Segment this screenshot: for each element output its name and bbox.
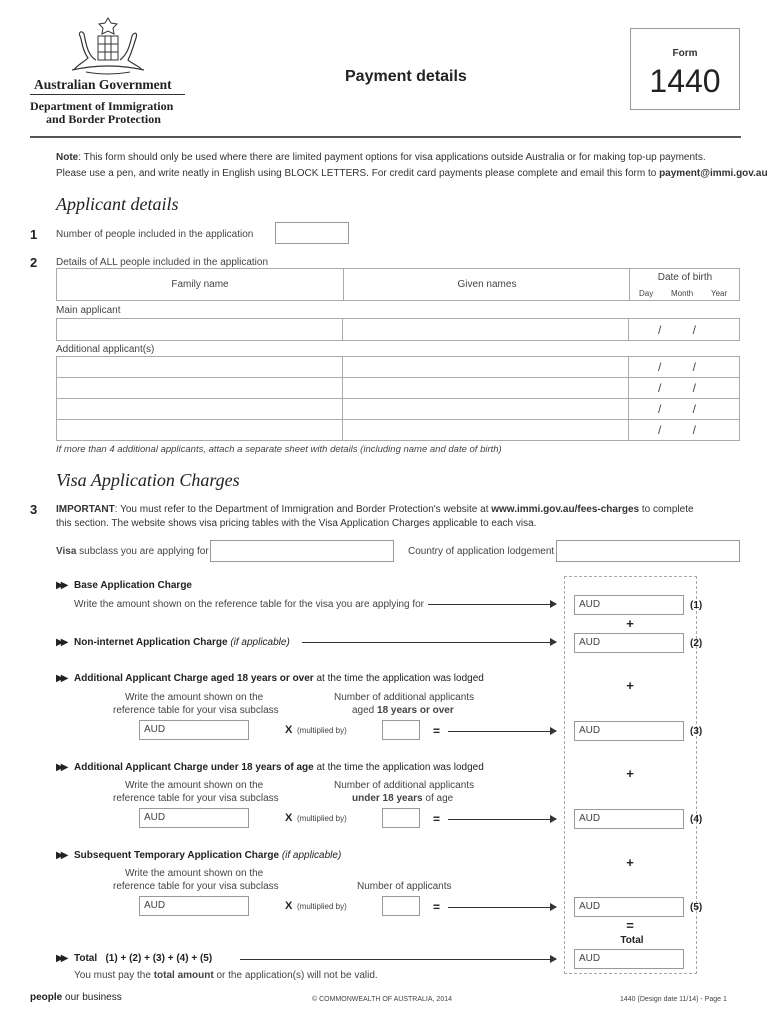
applicant-details-heading: Applicant details xyxy=(56,194,179,214)
child-num-l1: Number of additional applicants xyxy=(334,780,475,791)
times-sign: X xyxy=(285,900,293,912)
footer-design-date: 1440 (Design date 11/14) - Page 1 xyxy=(620,996,727,1003)
visa-subclass-input[interactable] xyxy=(210,540,394,562)
arrow-right-icon xyxy=(240,959,556,960)
subsequent-num-label: Number of applicants xyxy=(357,881,452,892)
applicant-table-header xyxy=(56,268,740,301)
adult-charge-aud: AUD xyxy=(579,725,601,736)
note-label: Note xyxy=(56,152,79,163)
dob-day-header: Day xyxy=(639,289,654,298)
adult-num-l2a: aged xyxy=(352,705,378,716)
noninternet-aud-label: AUD xyxy=(579,637,601,648)
country-lodgement-input[interactable] xyxy=(556,540,740,562)
department-line1: Department of Immigration xyxy=(30,99,174,113)
equals-sign: = xyxy=(433,900,441,914)
tag-5: (5) xyxy=(690,902,703,913)
total-desc xyxy=(74,970,378,981)
additional-given-names-input[interactable] xyxy=(343,399,629,420)
subsequent-charge-title xyxy=(74,850,341,861)
question-2-number: 2 xyxy=(30,255,38,270)
important-text1: : You must refer to the Department of Immigration and Border Protection's website at xyxy=(114,504,492,515)
main-family-name-input[interactable] xyxy=(57,319,343,341)
child-num-l2b: of age xyxy=(422,793,454,804)
subsequent-amount-aud: AUD xyxy=(144,900,166,911)
important-text2: to complete xyxy=(639,504,694,515)
main-applicant-label: Main applicant xyxy=(56,305,121,316)
country-lodgement-label: Country of application lodgement xyxy=(408,546,555,557)
adult-charge-title xyxy=(74,673,484,684)
chevron-right-icon: ▶▶ xyxy=(56,953,66,964)
total-title: Total (1) + (2) + (3) + (4) + (5) xyxy=(74,953,213,964)
additional-dob-input[interactable]: / / xyxy=(629,357,740,378)
tag-4: (4) xyxy=(690,814,703,825)
main-applicant-row xyxy=(56,318,740,341)
footer-brand-rest: our business xyxy=(62,992,122,1003)
footer-copyright: © COMMONWEALTH OF AUSTRALIA, 2014 xyxy=(312,996,452,1003)
chevron-right-icon: ▶▶ xyxy=(56,580,66,591)
fees-charges-link[interactable]: www.immi.gov.au/fees-charges xyxy=(491,504,640,515)
question-2-label: Details of ALL people included in the application xyxy=(56,257,269,268)
additional-dob-input[interactable]: / / xyxy=(629,399,740,420)
dob-month-header: Month xyxy=(671,289,694,298)
form-number-box xyxy=(630,28,740,110)
multiplied-label: (multiplied by) xyxy=(297,814,347,823)
additional-dob-input[interactable]: / / xyxy=(629,420,740,441)
visa-bold: Visa xyxy=(56,546,77,557)
coat-of-arms-logo xyxy=(66,16,150,76)
child-write-amount-l1: Write the amount shown on the xyxy=(125,780,264,791)
times-sign: X xyxy=(285,812,293,824)
child-charge-title xyxy=(74,762,484,773)
child-write-amount-l2: reference table for your visa subclass xyxy=(113,793,279,804)
note-line1 xyxy=(56,152,706,163)
family-name-header: Family name xyxy=(171,279,229,290)
note-text1: : This form should only be used where there are limited payment options for visa applications outside Australia or for making top-up payments. xyxy=(78,152,706,163)
total-desc-c: or the application(s) will not be valid. xyxy=(213,970,378,981)
adult-count-input[interactable] xyxy=(382,720,420,740)
child-charge-aud: AUD xyxy=(579,813,601,824)
note-text2: Please use a pen, and write neatly in English using BLOCK LETTERS. For credit card payments please complete and email this form to xyxy=(56,168,660,179)
base-charge-title: Base Application Charge xyxy=(74,580,192,591)
important-label: IMPORTANT xyxy=(56,504,115,515)
note-line2 xyxy=(56,168,768,179)
additional-given-names-input[interactable] xyxy=(343,357,629,378)
main-given-names-input[interactable] xyxy=(343,319,629,341)
child-title-text: Additional Applicant Charge under 18 years of age xyxy=(74,762,314,773)
subsequent-count-input[interactable] xyxy=(382,896,420,916)
note-email-link[interactable]: payment@immi.gov.au xyxy=(659,168,768,179)
additional-family-name-input[interactable] xyxy=(57,357,343,378)
question-3-number: 3 xyxy=(30,502,38,517)
additional-family-name-input[interactable] xyxy=(57,378,343,399)
adult-num-l1: Number of additional applicants xyxy=(334,692,475,703)
noninternet-italic: (if applicable) xyxy=(230,637,290,648)
dob-header: Date of birth xyxy=(657,272,713,283)
main-dob-input[interactable]: / / xyxy=(629,319,740,341)
subsequent-title-text: Subsequent Temporary Application Charge xyxy=(74,850,280,861)
plus-sign: + xyxy=(626,616,634,631)
equals-sign-total: = xyxy=(626,918,634,933)
tag-2: (2) xyxy=(690,638,703,649)
applicant-footnote: If more than 4 additional applicants, attach a separate sheet with details (including name and date of birth) xyxy=(56,444,502,455)
child-amount-aud: AUD xyxy=(144,812,166,823)
equals-sign: = xyxy=(433,812,441,826)
header-divider xyxy=(30,136,741,138)
noninternet-title xyxy=(74,637,290,648)
multiplied-label: (multiplied by) xyxy=(297,902,347,911)
base-charge-desc: Write the amount shown on the reference table for the visa you are applying for xyxy=(74,599,425,610)
government-name: Australian Government xyxy=(34,77,172,92)
total-desc-a: You must pay the xyxy=(74,970,154,981)
important-line1 xyxy=(56,504,694,515)
adult-title-rest: at the time the application was lodged xyxy=(313,673,484,684)
footer-brand xyxy=(30,992,122,1003)
form-number: 1440 xyxy=(649,63,721,99)
adult-title-text: Additional Applicant Charge aged 18 years or over xyxy=(74,673,314,684)
child-count-input[interactable] xyxy=(382,808,420,828)
table-row xyxy=(57,420,740,441)
chevron-right-icon: ▶▶ xyxy=(56,762,66,773)
visa-charges-heading: Visa Application Charges xyxy=(56,470,240,490)
plus-sign: + xyxy=(626,678,634,693)
footer-brand-bold: people xyxy=(30,992,63,1003)
tag-1: (1) xyxy=(690,600,703,611)
noninternet-title-text: Non-internet Application Charge xyxy=(74,637,228,648)
table-row xyxy=(57,399,740,420)
chevron-right-icon: ▶▶ xyxy=(56,673,66,684)
subsequent-italic: (if applicable) xyxy=(281,850,342,861)
times-sign: X xyxy=(285,724,293,736)
adult-amount-aud: AUD xyxy=(144,724,166,735)
tag-3: (3) xyxy=(690,726,703,737)
page-title: Payment details xyxy=(345,68,467,85)
subsequent-charge-aud: AUD xyxy=(579,901,601,912)
chevron-right-icon: ▶▶ xyxy=(56,637,66,648)
plus-sign: + xyxy=(626,766,634,781)
child-num-l2 xyxy=(352,793,453,804)
form-label: Form xyxy=(672,48,698,59)
additional-applicants-table xyxy=(56,356,740,441)
arrow-right-icon xyxy=(448,907,556,908)
subsequent-write-amount-l1: Write the amount shown on the xyxy=(125,868,264,879)
visa-rest: subclass you are applying for xyxy=(76,546,209,557)
subsequent-write-amount-l2: reference table for your visa subclass xyxy=(113,881,279,892)
additional-dob-input[interactable]: / / xyxy=(629,378,740,399)
additional-applicants-label: Additional applicant(s) xyxy=(56,344,155,355)
additional-given-names-input[interactable] xyxy=(343,420,629,441)
additional-family-name-input[interactable] xyxy=(57,399,343,420)
question-1-label: Number of people included in the application xyxy=(56,229,254,240)
arrow-right-icon xyxy=(302,642,556,643)
additional-given-names-input[interactable] xyxy=(343,378,629,399)
dob-year-header: Year xyxy=(711,289,728,298)
base-aud-label: AUD xyxy=(579,599,601,610)
chevron-right-icon: ▶▶ xyxy=(56,850,66,861)
arrow-right-icon xyxy=(448,731,556,732)
table-row xyxy=(57,378,740,399)
important-line2: this section. The website shows visa pricing tables with the Visa Application Charges applicable to each visa. xyxy=(56,518,537,529)
department-line2: and Border Protection xyxy=(46,112,161,126)
multiplied-label: (multiplied by) xyxy=(297,726,347,735)
table-row xyxy=(57,357,740,378)
adult-num-l2 xyxy=(352,705,454,716)
plus-sign: + xyxy=(626,855,634,870)
child-num-l2a: under 18 years xyxy=(352,793,423,804)
adult-write-amount-l2: reference table for your visa subclass xyxy=(113,705,279,716)
adult-num-l2b: 18 years or over xyxy=(377,705,454,716)
arrow-right-icon xyxy=(448,819,556,820)
visa-subclass-label xyxy=(56,546,209,557)
equals-sign: = xyxy=(433,724,441,738)
question-1-number: 1 xyxy=(30,227,38,242)
total-desc-b: total amount xyxy=(153,970,214,981)
child-title-rest: at the time the application was lodged xyxy=(313,762,484,773)
government-divider xyxy=(30,94,185,95)
number-of-people-input[interactable] xyxy=(275,222,349,244)
total-aud-label: AUD xyxy=(579,953,601,964)
arrow-right-icon xyxy=(428,604,556,605)
total-word: Total xyxy=(620,935,644,946)
given-names-header: Given names xyxy=(457,279,517,290)
additional-family-name-input[interactable] xyxy=(57,420,343,441)
adult-write-amount-l1: Write the amount shown on the xyxy=(125,692,264,703)
